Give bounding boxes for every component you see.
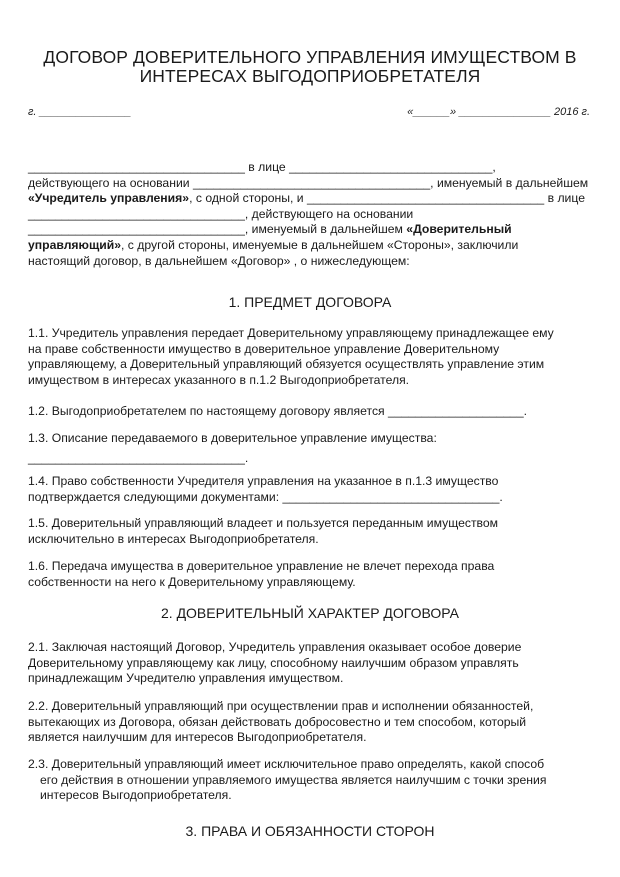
clause-line: 1.1. Учредитель управления передает Доверительному управляющему принадлежащее ему xyxy=(28,326,554,340)
clause-line: ________________________________. xyxy=(28,450,249,465)
place-date-line xyxy=(28,106,590,120)
clause-line: имуществом в интересах указанного в п.1.2 Выгодоприобретателя. xyxy=(28,372,410,387)
document-title xyxy=(20,48,600,86)
clause-line: управляющему, а Доверительный управляющий обязуется осуществлять управление этим xyxy=(28,357,545,372)
clause-line: вытекающих из Договора, обязан действовать добросовестно и тем способом, который xyxy=(28,714,527,729)
clause-line: собственности на него к Доверительному управляющему. xyxy=(28,574,356,589)
preamble-line xyxy=(28,238,584,254)
preamble-line: ________________________________, действующего на основании xyxy=(28,206,414,221)
preamble-text: , с другой стороны, именуемые в дальнейшем «Стороны», заключили xyxy=(121,237,519,252)
clause-line: на праве собственности имущество в доверительное управление Доверительному xyxy=(28,341,500,356)
clause-2-1 xyxy=(28,640,584,687)
clause-line: 2.3. Доверительный управляющий имеет исключительное право определять, какой способ xyxy=(28,757,545,771)
clause-1-6 xyxy=(28,559,584,590)
clause-line: 1.6. Передача имущества в доверительное управление не влечет перехода права xyxy=(28,559,495,573)
clause-line: 1.5. Доверительный управляющий владеет и пользуется переданным имуществом xyxy=(28,516,499,530)
trustee-term: «Доверительный xyxy=(406,222,512,237)
preamble xyxy=(28,160,589,269)
clause-1-1 xyxy=(28,326,584,388)
clause-1-4 xyxy=(28,474,584,505)
title-line-2: ИНТЕРЕСАХ ВЫГОДОПРИОБРЕТАТЕЛЯ xyxy=(139,66,481,86)
section-1-heading: 1. ПРЕДМЕТ ДОГОВОРА xyxy=(228,294,392,310)
date-field: «______» _______________ 2016 г. xyxy=(407,106,590,118)
clause-1-2 xyxy=(28,404,584,420)
clause-line: Доверительному управляющему как лицу, способному наилучшим образом управлять xyxy=(28,655,519,670)
section-3-heading: 3. ПРАВА И ОБЯЗАННОСТИ СТОРОН xyxy=(185,823,435,839)
clause-line: 1.3. Описание передаваемого в доверительное управление имущества: xyxy=(28,431,437,445)
preamble-text: , с одной стороны, и ___________________________________ в лице xyxy=(189,191,585,206)
clause-line: 2.1. Заключая настоящий Договор, Учредитель управления оказывает особое доверие xyxy=(28,640,522,654)
preamble-text: ________________________________, именуемый в дальнейшем xyxy=(28,222,407,237)
clause-line: подтверждается следующими документами: ________________________________. xyxy=(28,489,503,504)
city-field: г. _______________ xyxy=(28,106,132,118)
preamble-line xyxy=(28,191,584,207)
clause-line: его действия в отношении управляемого имущества является наилучшим с точки зрения xyxy=(40,772,547,787)
preamble-line xyxy=(28,222,584,238)
clause-line: 1.2. Выгодоприобретателем по настоящему договору является ____________________. xyxy=(28,404,527,418)
clause-line: 2.2. Доверительный управляющий при осуществлении прав и исполнении обязанностей, xyxy=(28,699,534,713)
title-line-1: ДОГОВОР ДОВЕРИТЕЛЬНОГО УПРАВЛЕНИЯ ИМУЩЕСТВОМ В xyxy=(43,47,577,67)
clause-1-5 xyxy=(28,516,584,547)
clause-line: исключительно в интересах Выгодоприобретателя. xyxy=(28,531,319,546)
clause-2-3 xyxy=(28,757,584,804)
preamble-line: ________________________________ в лице ______________________________, xyxy=(28,160,496,174)
clause-line: принадлежащим Учредителю управления имуществом. xyxy=(28,671,344,686)
clause-line: интересов Выгодоприобретателя. xyxy=(40,788,232,803)
preamble-line: настоящий договор, в дальнейшем «Договор» , о нижеследующем: xyxy=(28,253,410,268)
preamble-line: действующего на основании ___________________________________, именуемый в дальнейшем xyxy=(28,175,589,190)
section-2-heading: 2. ДОВЕРИТЕЛЬНЫЙ ХАРАКТЕР ДОГОВОРА xyxy=(161,605,459,621)
clause-line: является наилучшим для интересов Выгодоприобретателя. xyxy=(28,730,367,745)
clause-1-3 xyxy=(28,431,584,466)
clause-line: 1.4. Право собственности Учредителя управления на указанное в п.1.3 имущество xyxy=(28,474,499,488)
clause-2-2 xyxy=(28,699,584,746)
founder-term: «Учредитель управления» xyxy=(28,191,190,206)
trustee-term: управляющий» xyxy=(28,237,122,252)
